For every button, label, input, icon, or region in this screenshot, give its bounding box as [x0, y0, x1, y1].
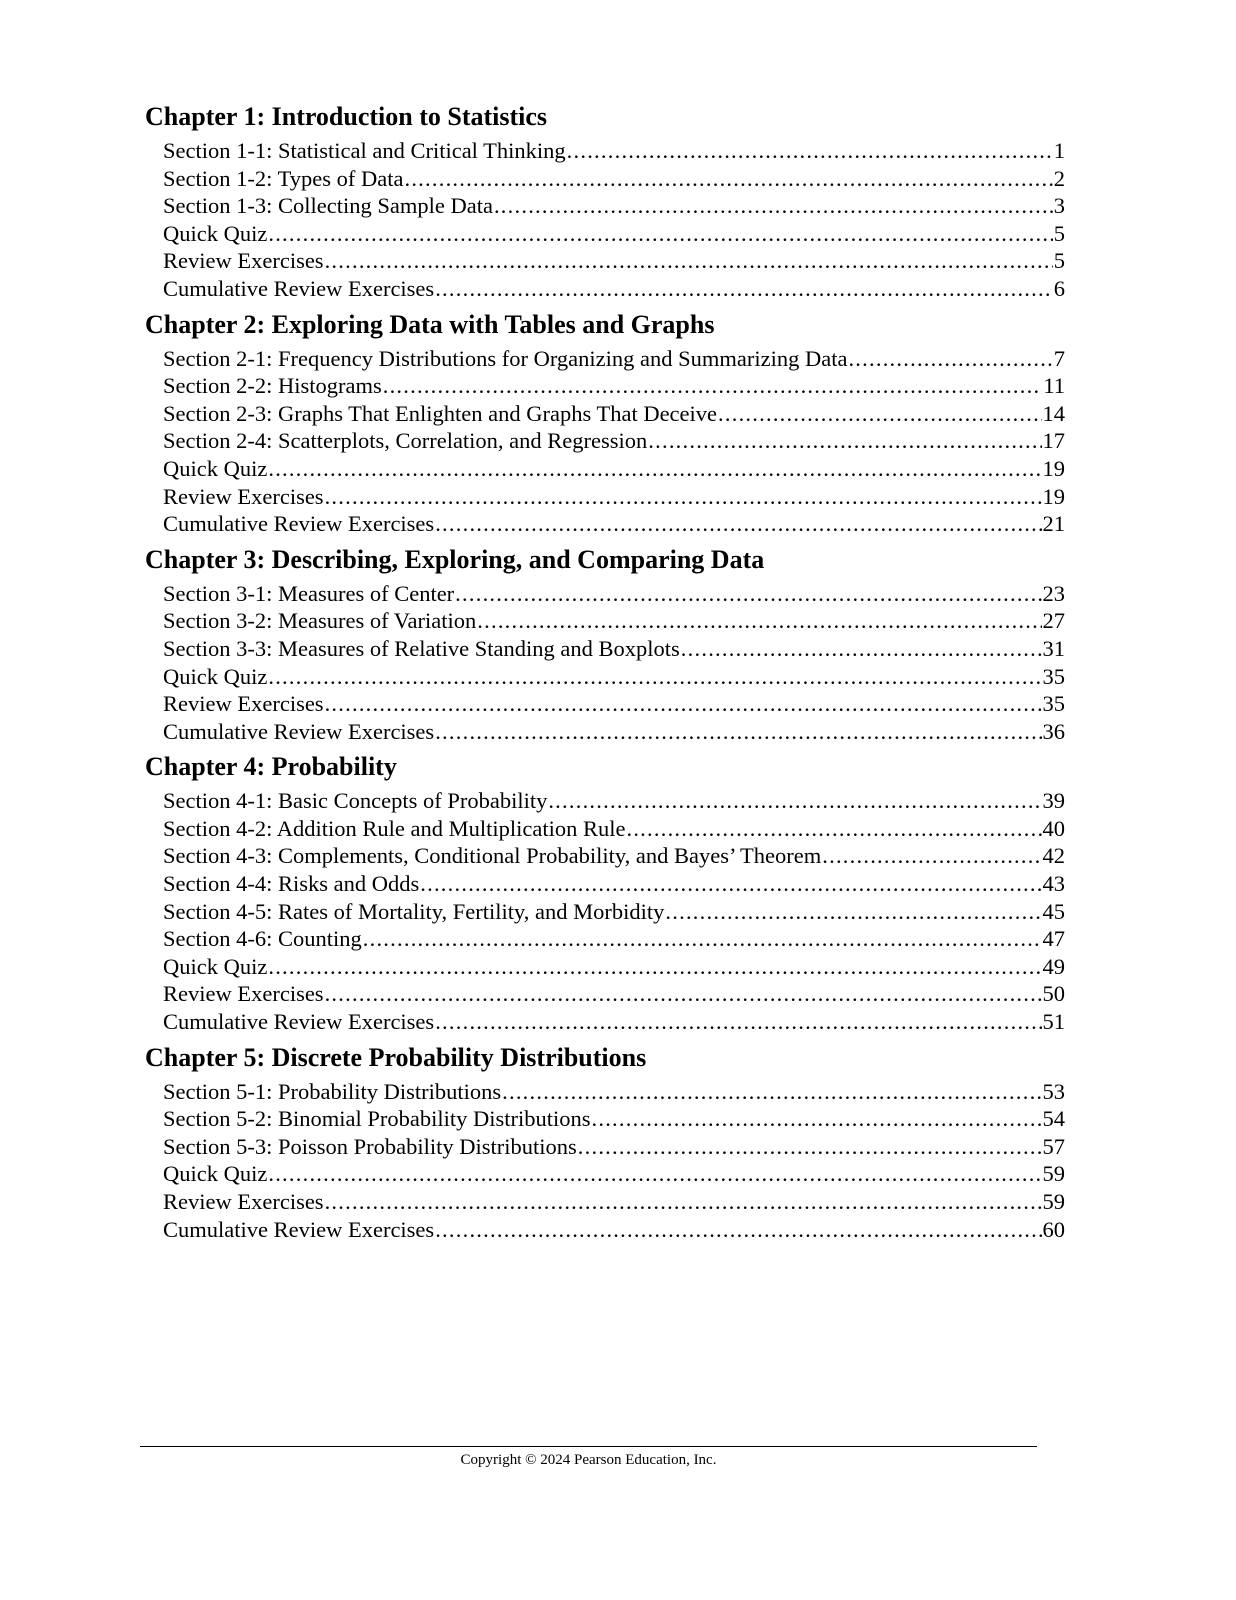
toc-page-number[interactable]: 60: [1042, 1216, 1065, 1242]
toc-entry[interactable]: [163, 787, 1065, 815]
toc-page-number[interactable]: 42: [1042, 843, 1065, 869]
toc-entry-label[interactable]: Review Exercises: [163, 248, 324, 274]
toc-entry-label[interactable]: Review Exercises: [163, 1189, 324, 1214]
chapter-4: [145, 752, 1065, 1035]
toc-page-number[interactable]: 23: [1042, 580, 1065, 606]
chapter-title[interactable]: Chapter 4: Probability: [145, 752, 397, 782]
toc-entry-label[interactable]: Review Exercises: [163, 483, 324, 509]
toc-page-number[interactable]: 36: [1042, 718, 1065, 744]
dot-leader: [435, 1216, 1041, 1244]
dot-leader: [718, 400, 1041, 428]
toc-entry-label[interactable]: Section 2-2: Histograms: [163, 373, 382, 399]
dot-leader: [578, 1133, 1042, 1161]
toc-page-number[interactable]: 59: [1042, 1189, 1065, 1214]
toc-entry[interactable]: [163, 815, 1065, 843]
dot-leader: [268, 220, 1052, 248]
toc-entry[interactable]: [163, 580, 1065, 608]
dot-leader: [268, 455, 1041, 483]
toc-page-number[interactable]: 2: [1053, 165, 1065, 191]
dot-leader: [665, 898, 1041, 926]
toc-entry[interactable]: [163, 718, 1065, 746]
toc-page-number[interactable]: 27: [1042, 608, 1065, 634]
toc-entry-label[interactable]: Section 5-2: Binomial Probability Distributions: [163, 1106, 591, 1132]
toc-entry-label[interactable]: Section 3-1: Measures of Center: [163, 580, 455, 606]
toc-page-number[interactable]: 53: [1042, 1078, 1065, 1104]
toc-page-number[interactable]: 3: [1053, 193, 1065, 219]
toc-page-number[interactable]: 6: [1053, 275, 1065, 301]
toc-entry-label[interactable]: Section 5-1: Probability Distributions: [163, 1078, 502, 1104]
toc-entry-label[interactable]: Section 4-2: Addition Rule and Multiplication Rule: [163, 815, 626, 841]
toc-entry-label[interactable]: Section 1-3: Collecting Sample Data: [163, 193, 493, 219]
toc-entry-label[interactable]: Cumulative Review Exercises: [163, 511, 435, 537]
dot-leader: [325, 247, 1053, 275]
toc-entry[interactable]: [163, 192, 1065, 220]
toc-entry-label[interactable]: Section 4-5: Rates of Mortality, Fertility, and Morbidity: [163, 898, 665, 924]
chapter-1: [145, 102, 1065, 303]
toc-entry[interactable]: [163, 870, 1065, 898]
toc-entry[interactable]: [163, 1133, 1065, 1161]
toc-page-number[interactable]: 57: [1042, 1133, 1065, 1159]
toc-page-number[interactable]: 19: [1042, 455, 1065, 481]
toc-page-number[interactable]: 5: [1053, 248, 1065, 274]
dot-leader: [822, 842, 1041, 870]
chapter-title[interactable]: Chapter 1: Introduction to Statistics: [145, 102, 548, 131]
toc-entry[interactable]: [163, 1188, 1065, 1216]
dot-leader: [435, 275, 1053, 303]
toc-page-number[interactable]: 14: [1042, 400, 1065, 426]
toc-entry[interactable]: [163, 953, 1065, 981]
toc-page-number[interactable]: 7: [1053, 345, 1065, 371]
toc-page-number[interactable]: 35: [1042, 691, 1065, 717]
toc-page-number[interactable]: 43: [1042, 871, 1065, 897]
dot-leader: [325, 483, 1042, 511]
toc-entry-label[interactable]: Review Exercises: [163, 981, 324, 1007]
toc-entry-label[interactable]: Section 3-3: Measures of Relative Standing and Boxplots: [163, 635, 680, 661]
dot-leader: [325, 980, 1042, 1008]
dot-leader: [268, 953, 1041, 981]
toc-entry-label[interactable]: Section 2-1: Frequency Distributions for Organizing and Summarizing Data: [163, 345, 848, 371]
toc-entry-label[interactable]: Quick Quiz: [163, 663, 268, 689]
toc-entry[interactable]: [163, 842, 1065, 870]
toc-entry-label[interactable]: Cumulative Review Exercises: [163, 1216, 435, 1242]
chapter-5: [145, 1043, 1065, 1244]
toc-entry-label[interactable]: Cumulative Review Exercises: [163, 275, 435, 301]
toc-page-number[interactable]: 39: [1042, 788, 1065, 814]
toc-entry[interactable]: [163, 427, 1065, 455]
toc-page-number[interactable]: 59: [1042, 1161, 1065, 1187]
toc-entry-label[interactable]: Section 4-1: Basic Concepts of Probability: [163, 788, 548, 814]
toc-entry-label[interactable]: Quick Quiz: [163, 455, 268, 481]
toc-entry-label[interactable]: Section 1-2: Types of Data: [163, 165, 404, 191]
toc-page-number[interactable]: 1: [1053, 138, 1065, 163]
dot-leader: [325, 690, 1042, 718]
toc-entry[interactable]: [163, 898, 1065, 926]
toc-entry[interactable]: [163, 690, 1065, 718]
chapter-title[interactable]: Chapter 2: Exploring Data with Tables and Graphs: [145, 309, 715, 339]
toc-page-number[interactable]: 51: [1042, 1009, 1065, 1035]
toc-page-number[interactable]: 19: [1042, 483, 1065, 509]
toc-entry-label[interactable]: Section 3-2: Measures of Variation: [163, 608, 477, 634]
toc-entry-label[interactable]: Quick Quiz: [163, 220, 268, 246]
toc-entry[interactable]: [163, 1078, 1065, 1106]
toc-page-number[interactable]: 11: [1043, 373, 1065, 399]
toc-page-number[interactable]: 35: [1042, 663, 1065, 689]
dot-leader: [648, 427, 1041, 455]
toc-page-number[interactable]: 45: [1042, 898, 1065, 924]
toc-entry[interactable]: [163, 247, 1065, 275]
toc-entry-label[interactable]: Section 1-1: Statistical and Critical Thinking: [163, 138, 566, 163]
toc-entry[interactable]: [163, 400, 1065, 428]
toc-entry-label[interactable]: Cumulative Review Exercises: [163, 1009, 435, 1035]
toc-entry-label[interactable]: Section 4-4: Risks and Odds: [163, 871, 420, 897]
toc-entry[interactable]: [163, 1105, 1065, 1133]
dot-leader: [363, 925, 1042, 953]
toc-entry[interactable]: [163, 607, 1065, 635]
dot-leader: [848, 345, 1052, 373]
toc-page-number[interactable]: 21: [1042, 511, 1065, 537]
dot-leader: [477, 607, 1041, 635]
toc-entry-label[interactable]: Section 5-3: Poisson Probability Distributions: [163, 1133, 577, 1159]
toc-entry[interactable]: [163, 1160, 1065, 1188]
toc-entry[interactable]: [163, 455, 1065, 483]
dot-leader: [435, 718, 1041, 746]
toc-page-number[interactable]: 5: [1053, 220, 1065, 246]
toc-entry[interactable]: [163, 510, 1065, 538]
toc-entry-label[interactable]: Quick Quiz: [163, 953, 268, 979]
dot-leader: [383, 372, 1043, 400]
toc-entry[interactable]: [163, 372, 1065, 400]
chapter-title[interactable]: Chapter 3: Describing, Exploring, and Comparing Data: [145, 544, 765, 574]
toc-page-number[interactable]: 40: [1042, 815, 1065, 841]
toc-page-number[interactable]: 54: [1042, 1106, 1065, 1132]
table-of-contents: [145, 102, 1065, 1243]
dot-leader: [420, 870, 1041, 898]
dot-leader: [626, 815, 1041, 843]
toc-entry-label[interactable]: Review Exercises: [163, 691, 324, 717]
toc-entry-label[interactable]: Section 4-6: Counting: [163, 926, 362, 952]
toc-entry[interactable]: [163, 345, 1065, 373]
dot-leader: [435, 510, 1041, 538]
dot-leader: [548, 787, 1041, 815]
dot-leader: [268, 663, 1041, 691]
dot-leader: [455, 580, 1041, 608]
chapter-title[interactable]: Chapter 5: Discrete Probability Distributions: [145, 1042, 647, 1072]
dot-leader: [502, 1078, 1041, 1106]
dot-leader: [268, 1160, 1041, 1188]
footer-divider: [140, 1446, 1037, 1447]
toc-entry-label[interactable]: Quick Quiz: [163, 1161, 268, 1187]
dot-leader: [494, 192, 1053, 220]
toc-entry-label[interactable]: Section 2-3: Graphs That Enlighten and Graphs That Deceive: [163, 400, 718, 426]
dot-leader: [592, 1105, 1042, 1133]
toc-entry-label[interactable]: Section 4-3: Complements, Conditional Probability, and Bayes’ Theorem: [163, 843, 822, 869]
toc-entry[interactable]: [163, 165, 1065, 193]
chapter-3: [145, 545, 1065, 746]
dot-leader: [404, 165, 1052, 193]
toc-entry[interactable]: [163, 275, 1065, 303]
dot-leader: [567, 137, 1053, 165]
toc-entry[interactable]: [163, 925, 1065, 953]
toc-page-number[interactable]: 50: [1042, 981, 1065, 1007]
toc-entry[interactable]: [163, 1008, 1065, 1036]
chapter-2: [145, 310, 1065, 538]
toc-page-number[interactable]: 17: [1042, 428, 1065, 454]
toc-page-number[interactable]: 31: [1042, 635, 1065, 661]
toc-entry[interactable]: [163, 1216, 1065, 1244]
toc-entry-label[interactable]: Section 2-4: Scatterplots, Correlation, and Regression: [163, 428, 648, 454]
toc-entry[interactable]: [163, 220, 1065, 248]
dot-leader: [681, 635, 1042, 663]
toc-entry[interactable]: [163, 663, 1065, 691]
toc-entry[interactable]: [163, 635, 1065, 663]
toc-entry-label[interactable]: Cumulative Review Exercises: [163, 718, 435, 744]
toc-entry[interactable]: [163, 483, 1065, 511]
toc-entry[interactable]: [163, 980, 1065, 1008]
copyright-notice: Copyright © 2024 Pearson Education, Inc.: [460, 1452, 717, 1468]
toc-page-number[interactable]: 47: [1042, 926, 1065, 952]
toc-page-number[interactable]: 49: [1042, 953, 1065, 979]
dot-leader: [435, 1008, 1041, 1036]
dot-leader: [325, 1188, 1042, 1216]
toc-entry[interactable]: [163, 137, 1065, 165]
